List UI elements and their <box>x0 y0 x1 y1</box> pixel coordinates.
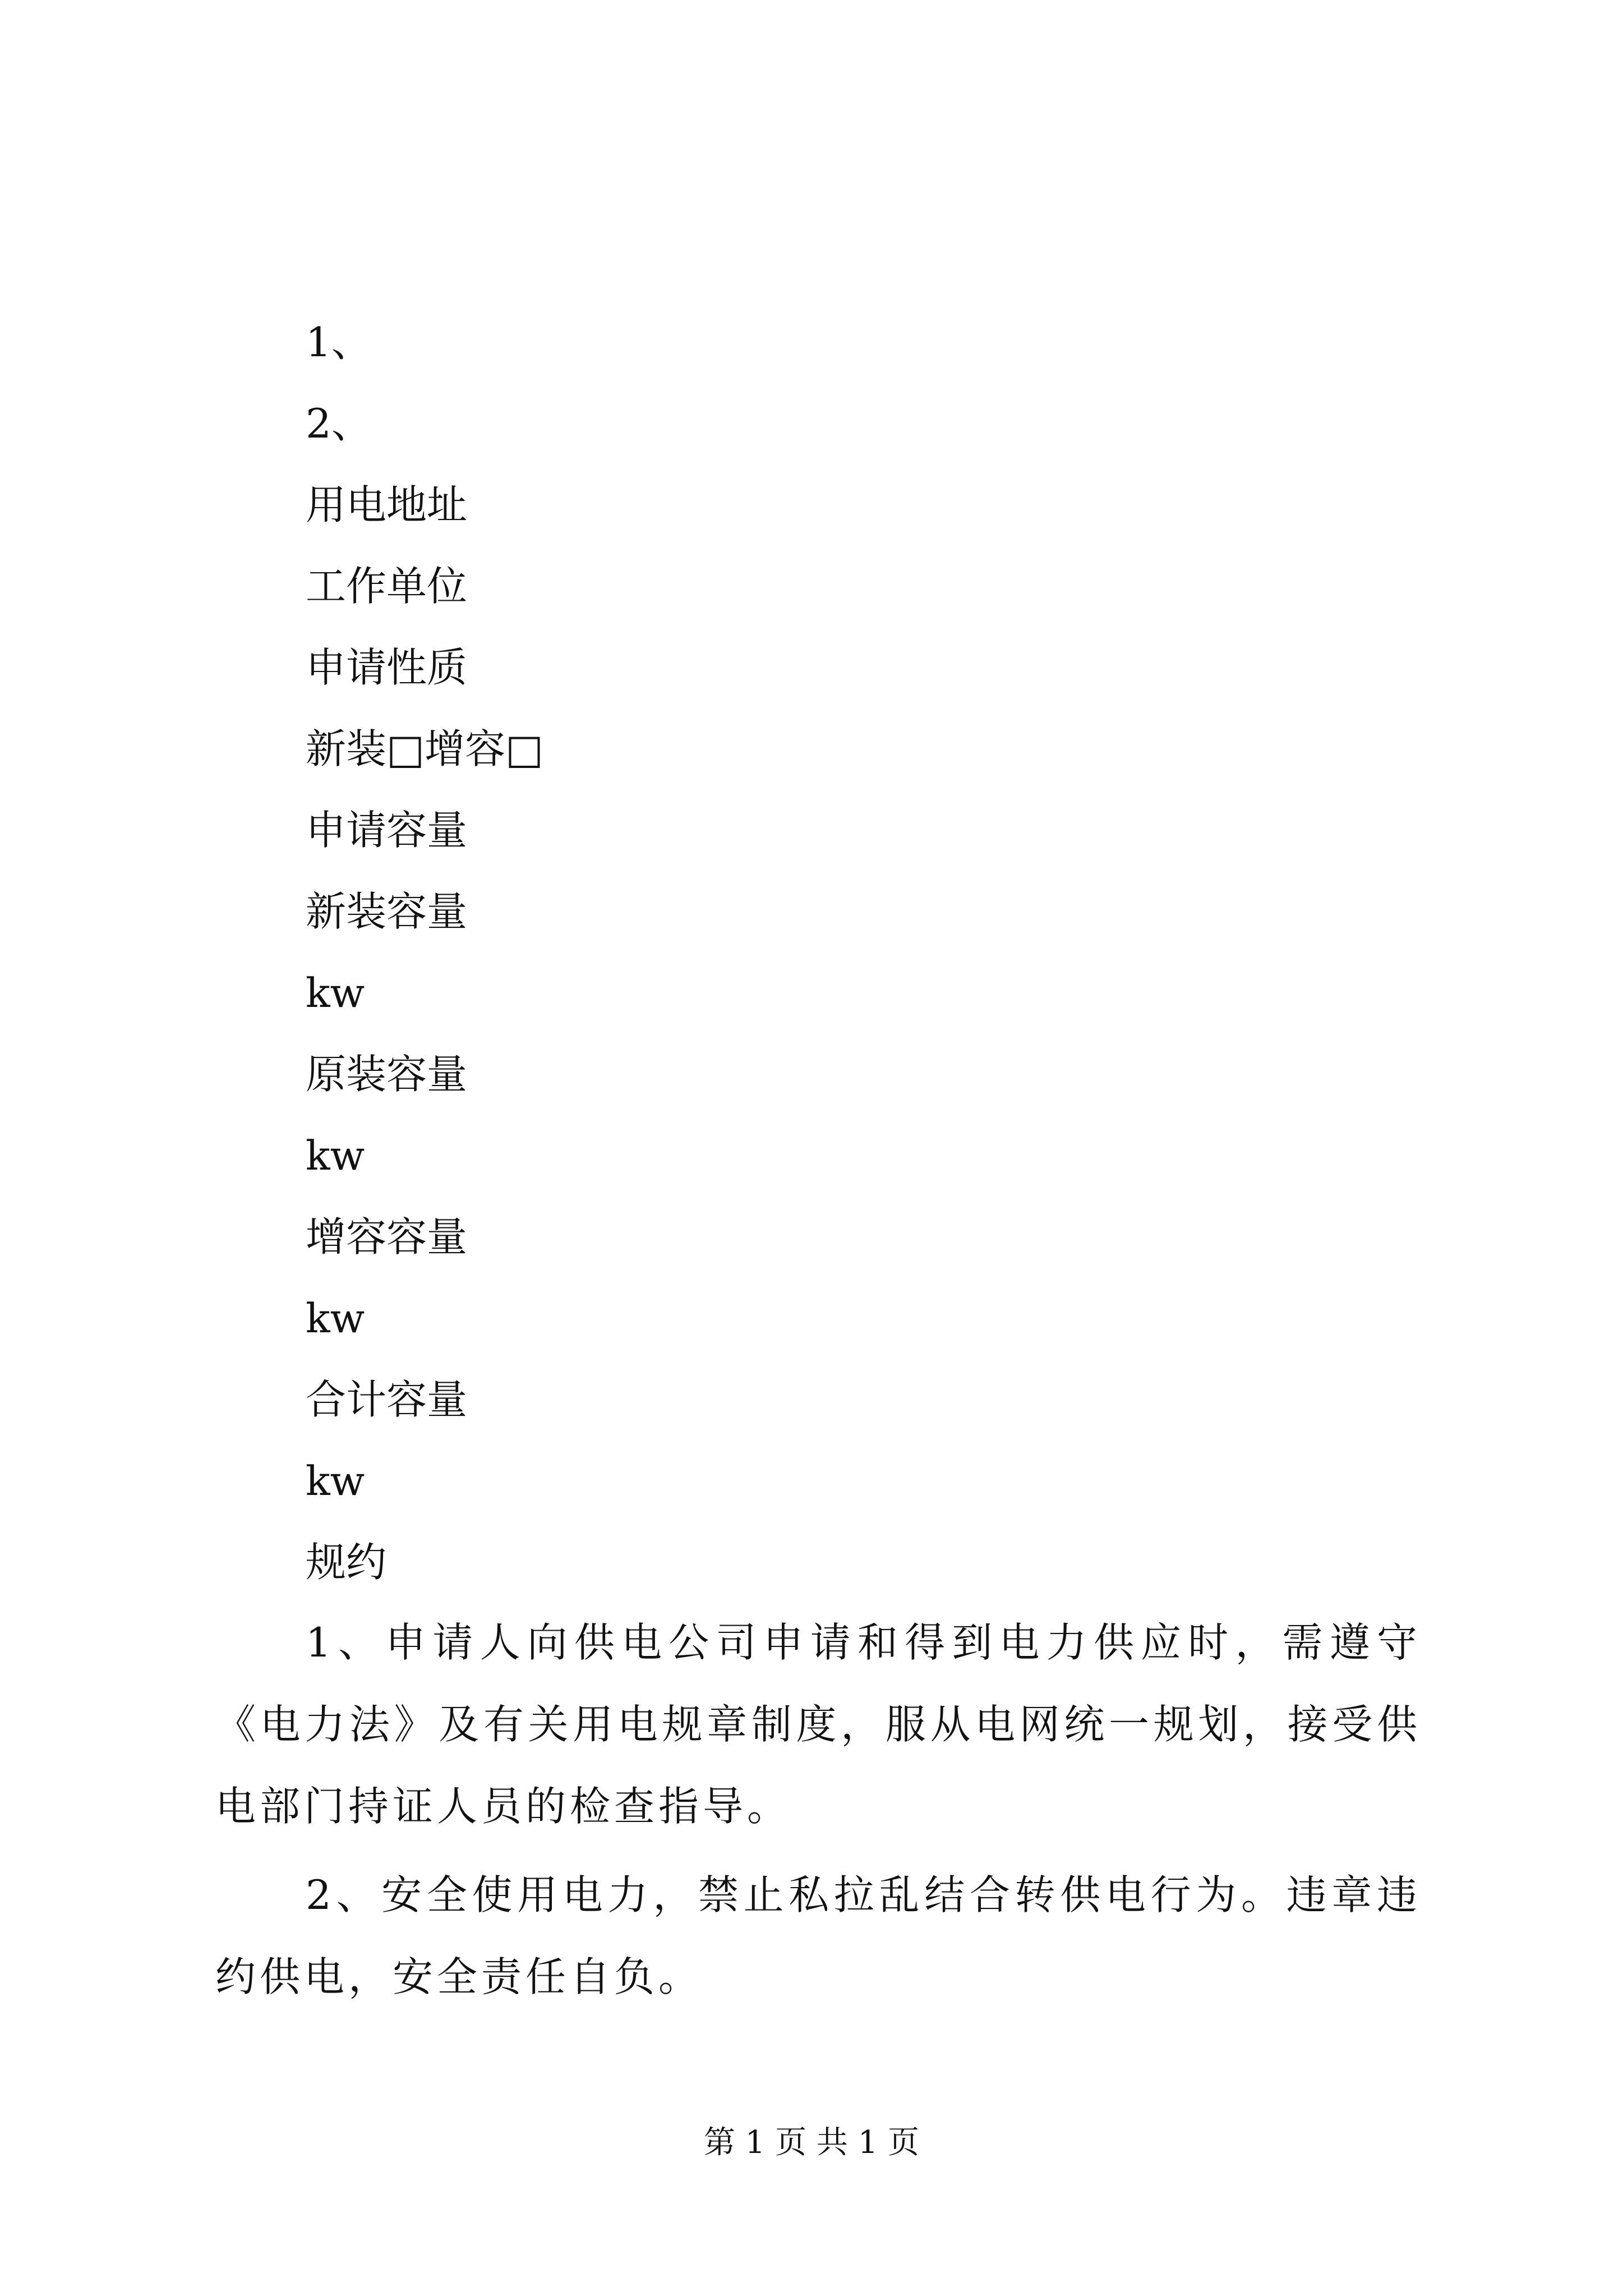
item-number-1: 1、 <box>306 319 372 366</box>
field-label-employer: 工作单位 <box>306 563 468 610</box>
field-label-application-type: 申请性质 <box>306 644 468 691</box>
field-label-address: 用电地址 <box>306 481 468 528</box>
unit-kw: kw <box>306 1132 365 1179</box>
application-type-options: 新装□增容□ <box>306 725 544 772</box>
unit-kw: kw <box>306 969 365 1016</box>
field-label-new-capacity: 新装容量 <box>306 888 468 935</box>
unit-kw: kw <box>306 1457 365 1504</box>
field-label-original-capacity: 原装容量 <box>306 1051 468 1098</box>
unit-kw: kw <box>306 1295 365 1342</box>
page-number: 第 1 页 共 1 页 <box>703 2124 920 2161</box>
item-number-2: 2、 <box>306 400 372 447</box>
agreement-clause-2: 2、安全使用电力，禁止私拉乱结合转供电行为。违章违约供电，安全责任自负。 <box>215 1871 1421 2000</box>
agreement-clause-1: 1、申请人向供电公司申请和得到电力供应时，需遵守《电力法》及有关用电规章制度，服从电网统一规划，接受供电部门持证人员的检查指导。 <box>215 1619 1421 1830</box>
field-label-total-capacity: 合计容量 <box>306 1376 468 1423</box>
field-label-added-capacity: 增容容量 <box>306 1213 468 1260</box>
section-heading-agreement: 规约 <box>306 1539 387 1586</box>
field-label-requested-capacity: 申请容量 <box>306 807 468 854</box>
